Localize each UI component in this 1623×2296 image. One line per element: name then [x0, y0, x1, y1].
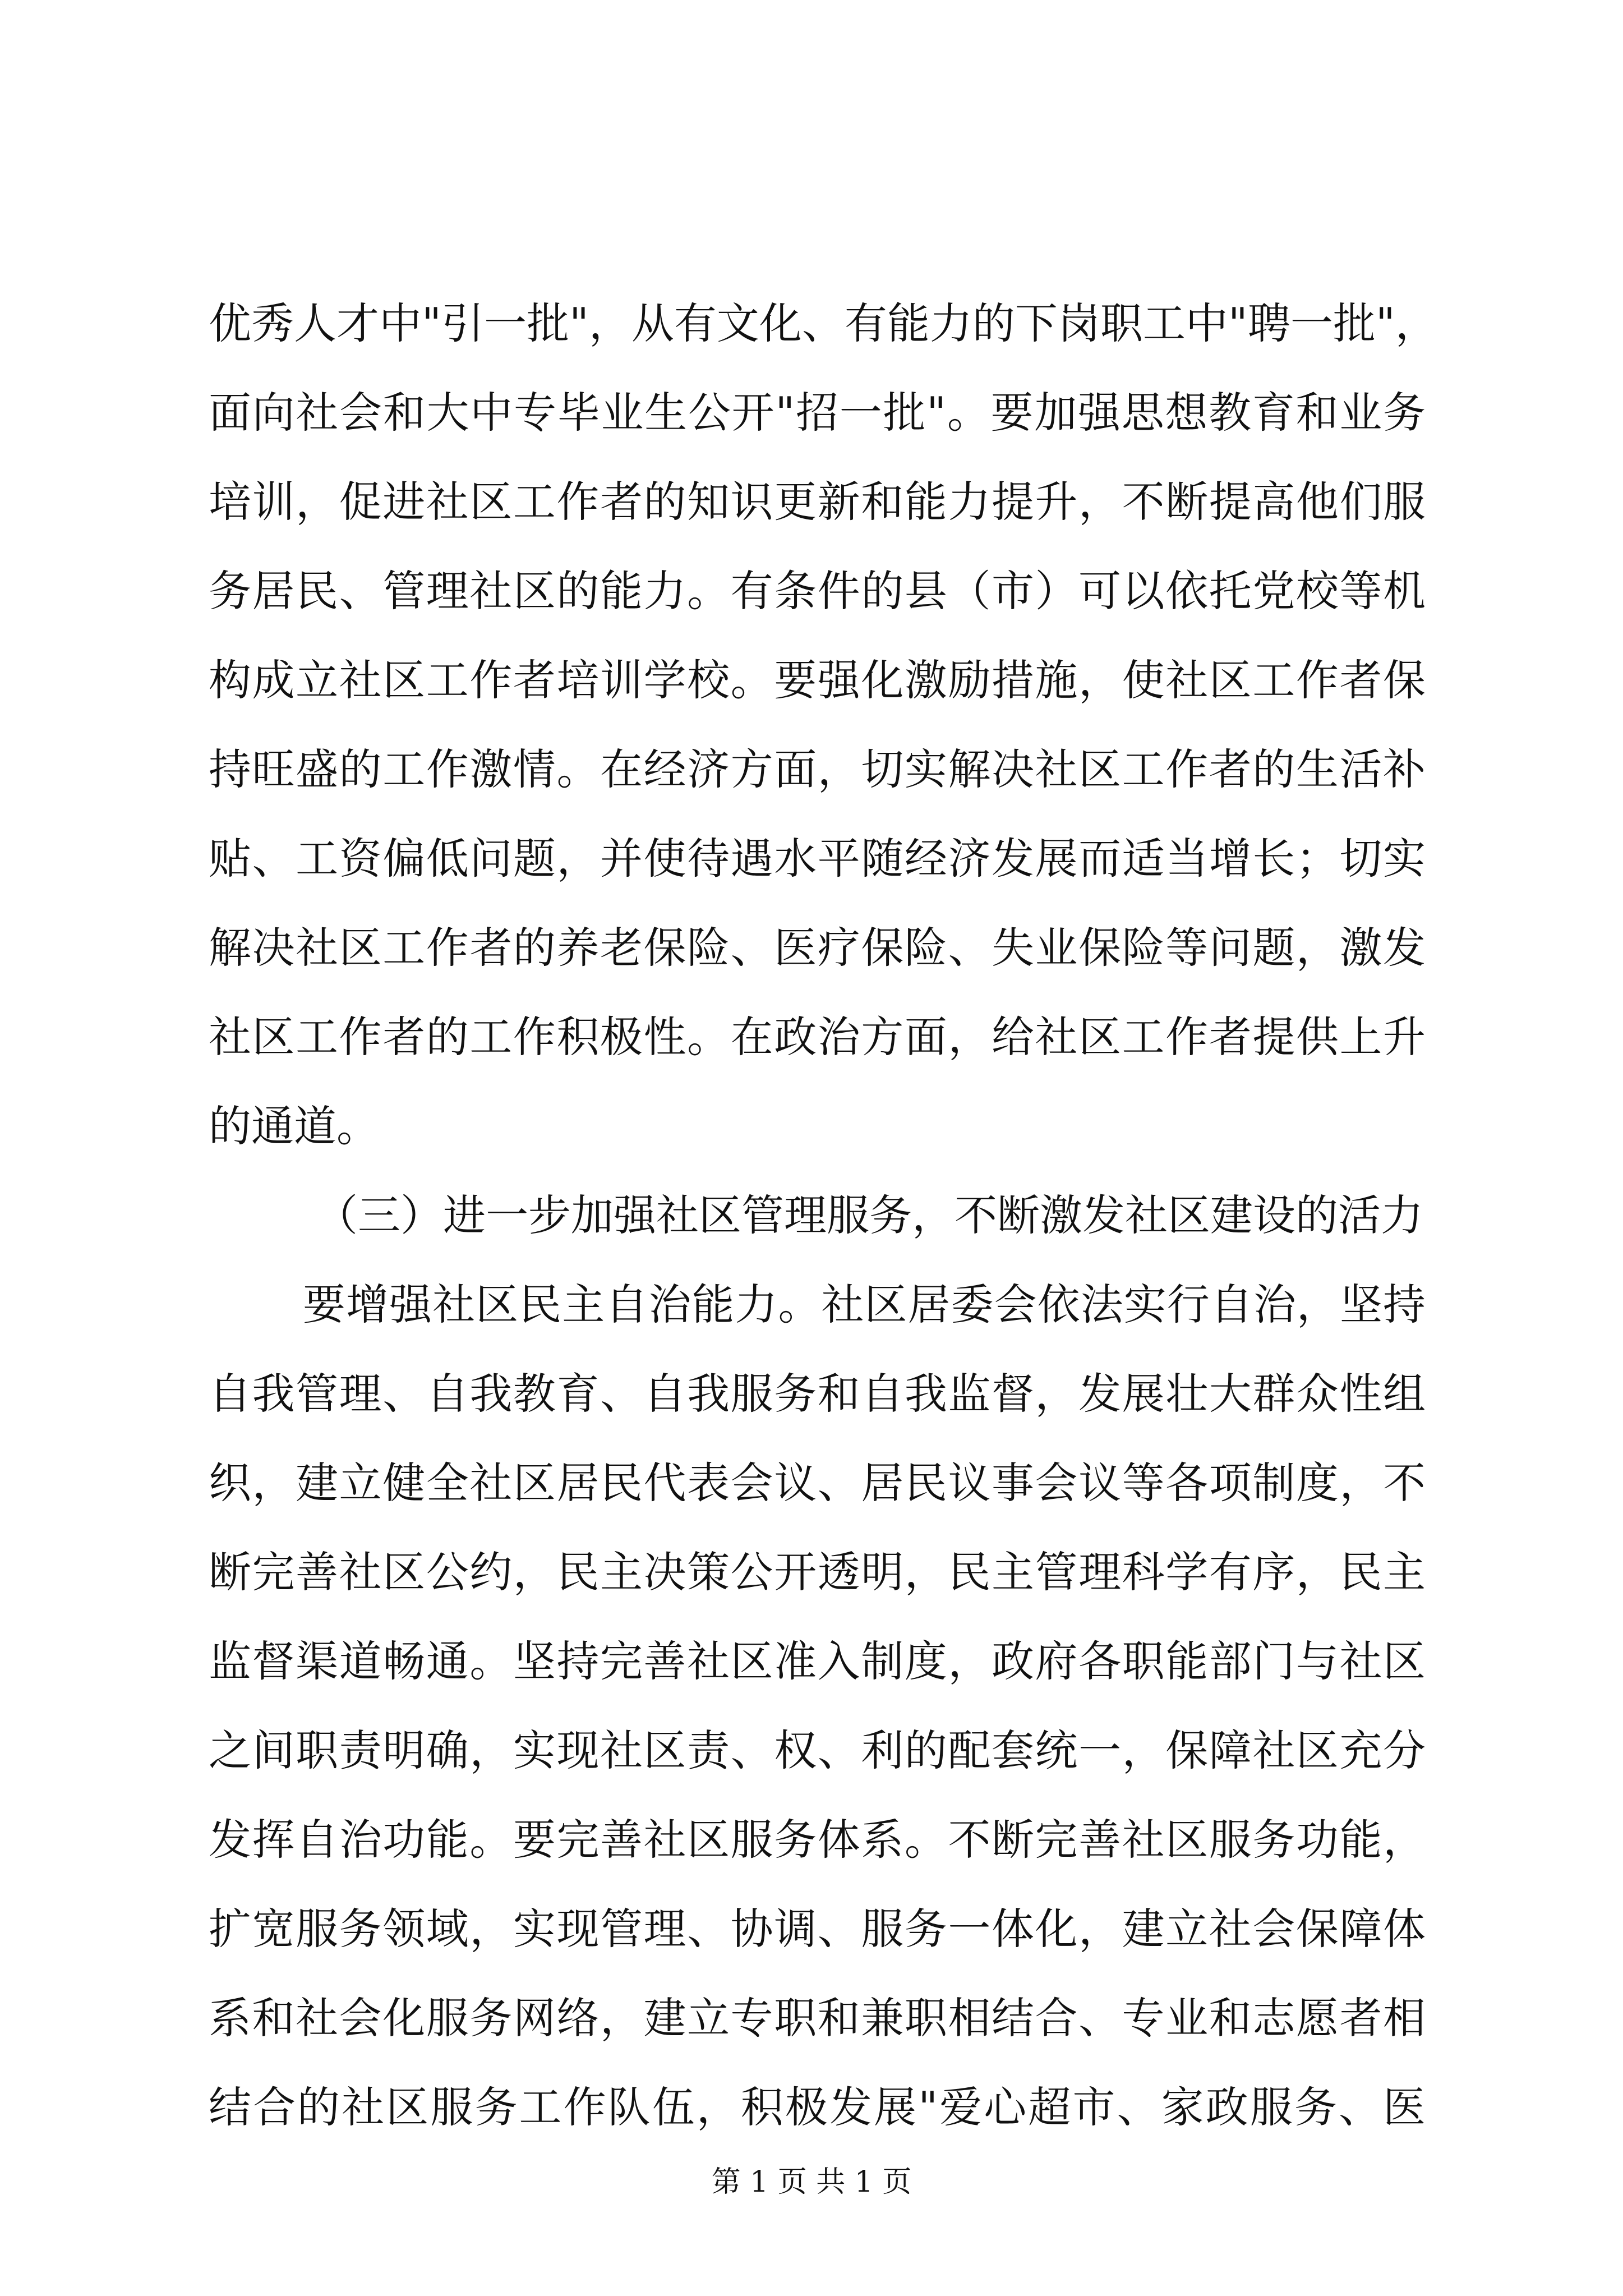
text-line: 构成立社区工作者培训学校。要强化激励措施，使社区工作者保 — [209, 655, 1426, 705]
text-line: 培训，促进社区工作者的知识更新和能力提升，不断提高他们服 — [209, 477, 1426, 527]
text-line: 发挥自治功能。要完善社区服务体系。不断完善社区服务功能， — [209, 1815, 1426, 1865]
text-line: 织，建立健全社区居民代表会议、居民议事会议等各项制度，不 — [209, 1458, 1426, 1508]
text-line: 贴、工资偏低问题，并使待遇水平随经济发展而适当增长；切实 — [209, 834, 1426, 884]
paragraph-first-line: 要增强社区民主自治能力。社区居委会依法实行自治，坚持 — [303, 1280, 1426, 1329]
text-line: 结合的社区服务工作队伍，积极发展"爱心超市、家政服务、医 — [209, 2082, 1426, 2132]
text-line: 系和社会化服务网络，建立专职和兼职相结合、专业和志愿者相 — [209, 1993, 1426, 2043]
text-line: 解决社区工作者的养老保险、医疗保险、失业保险等问题，激发 — [209, 923, 1426, 973]
section-heading: （三）进一步加强社区管理服务，不断激发社区建设的活力 — [315, 1190, 1423, 1240]
text-line: 之间职责明确，实现社区责、权、利的配套统一，保障社区充分 — [209, 1726, 1426, 1775]
text-line: 的通道。 — [209, 1101, 379, 1151]
text-line: 务居民、管理社区的能力。有条件的县（市）可以依托党校等机 — [209, 566, 1426, 616]
page-footer: 第 1 页 共 1 页 — [711, 2165, 912, 2199]
text-line: 社区工作者的工作积极性。在政治方面，给社区工作者提供上升 — [209, 1012, 1426, 1062]
text-line: 监督渠道畅通。坚持完善社区准入制度，政府各职能部门与社区 — [209, 1636, 1426, 1686]
text-line: 断完善社区公约，民主决策公开透明，民主管理科学有序，民主 — [209, 1547, 1426, 1597]
text-line: 优秀人才中"引一批"，从有文化、有能力的下岗职工中"聘一批"， — [209, 298, 1438, 348]
text-line: 持旺盛的工作激情。在经济方面，切实解决社区工作者的生活补 — [209, 744, 1426, 794]
text-line: 自我管理、自我教育、自我服务和自我监督，发展壮大群众性组 — [209, 1369, 1426, 1419]
text-line: 扩宽服务领域，实现管理、协调、服务一体化，建立社会保障体 — [209, 1904, 1426, 1954]
text-line: 面向社会和大中专毕业生公开"招一批"。要加强思想教育和业务 — [209, 388, 1426, 438]
